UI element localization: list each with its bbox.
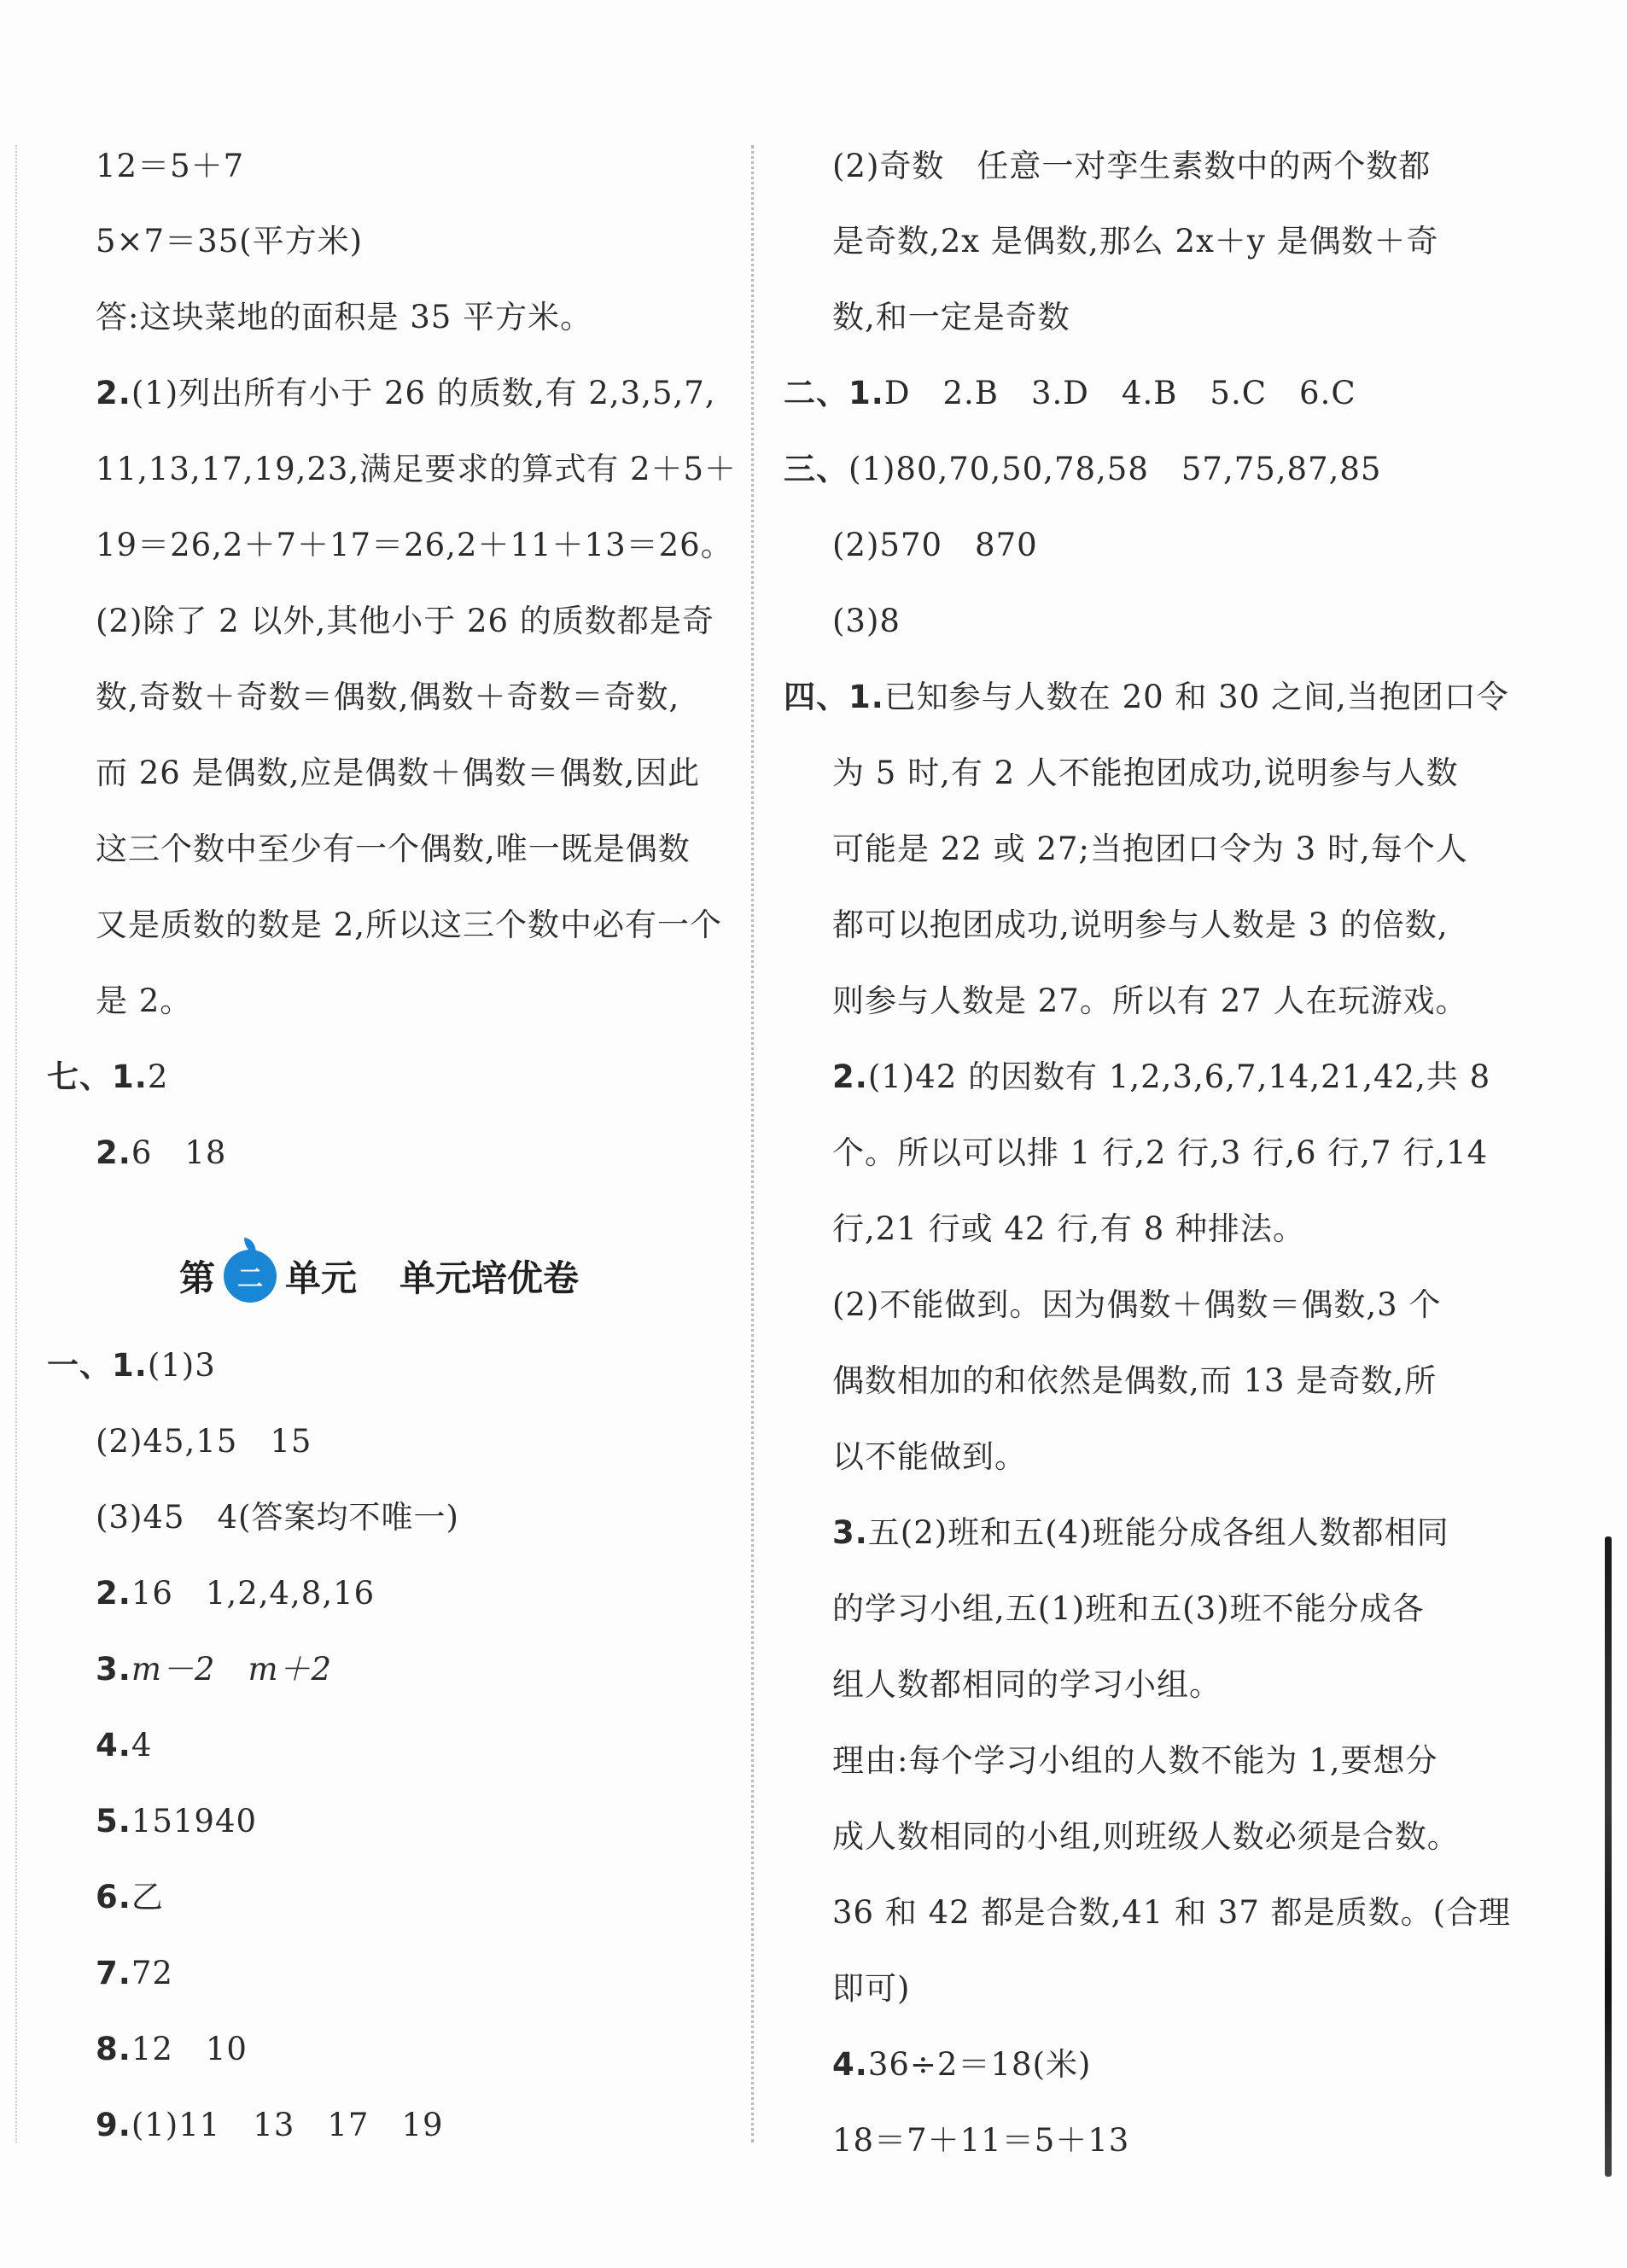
answer-line: 理由:每个学习小组的人数不能为 1,要想分 <box>832 1742 1438 1779</box>
answer-line: 11,13,17,19,23,满足要求的算式有 2＋5＋ <box>96 451 738 487</box>
page-edge-shadow <box>1605 1536 1612 2177</box>
answer-line: 的学习小组,五(1)班和五(3)班不能分成各 <box>832 1590 1425 1627</box>
answer-line: 三、(1)80,70,50,78,58 57,75,87,85 <box>784 451 1382 487</box>
answer-line: 8.12 10 <box>96 2031 248 2067</box>
answer-line: (2)不能做到。因为偶数＋偶数＝偶数,3 个 <box>832 1286 1442 1323</box>
answer-line: 答:这块菜地的面积是 35 平方米。 <box>96 299 593 335</box>
answer-line: 组人数都相同的学习小组。 <box>832 1666 1222 1703</box>
answer-line: 6.乙 <box>96 1879 164 1915</box>
answer-line: 数,和一定是奇数 <box>832 299 1070 335</box>
answer-line: 2.6 18 <box>96 1134 227 1171</box>
unit-header <box>179 1242 579 1310</box>
answer-line: 7.72 <box>96 1955 173 1991</box>
answer-line: 二、1.D 2.B 3.D 4.B 5.C 6.C <box>784 375 1356 411</box>
answer-line: 可能是 22 或 27;当抱团口令为 3 时,每个人 <box>832 831 1468 867</box>
unit-header-prefix: 第 <box>179 1257 216 1299</box>
answer-line: 七、1.2 <box>47 1058 169 1095</box>
answer-line: 5×7＝35(平方米) <box>96 223 364 259</box>
answer-line: 18＝7＋11＝5＋13 <box>832 2122 1130 2159</box>
answer-line: (3)45 4(答案均不唯一) <box>96 1499 459 1536</box>
answer-line: (3)8 <box>832 603 901 639</box>
answer-line: 都可以抱团成功,说明参与人数是 3 的倍数, <box>832 907 1449 943</box>
answer-line: 偶数相加的和依然是偶数,而 13 是奇数,所 <box>832 1362 1437 1399</box>
answer-line: 是奇数,2x 是偶数,那么 2x＋y 是偶数＋奇 <box>832 223 1439 259</box>
answer-line: 四、1.已知参与人数在 20 和 30 之间,当抱团口令 <box>784 679 1509 715</box>
answer-line: 则参与人数是 27。所以有 27 人在玩游戏。 <box>832 982 1468 1019</box>
unit-header-mid: 单元 <box>285 1257 358 1299</box>
answer-line: 个。所以可以排 1 行,2 行,3 行,6 行,7 行,14 <box>832 1134 1489 1171</box>
left-margin-dots <box>15 145 17 2143</box>
answer-line: 5.151940 <box>96 1803 258 1839</box>
answer-line: (2)45,15 15 <box>96 1423 312 1460</box>
answer-line: 4.4 <box>96 1727 153 1764</box>
answer-line: 而 26 是偶数,应是偶数＋偶数＝偶数,因此 <box>96 755 701 791</box>
answer-line: 36 和 42 都是合数,41 和 37 都是质数。(合理 <box>832 1894 1512 1931</box>
column-divider <box>751 145 754 2143</box>
answer-line: 12＝5＋7 <box>96 148 245 184</box>
answer-line: 2.(1)列出所有小于 26 的质数,有 2,3,5,7, <box>96 375 716 411</box>
answer-line: 以不能做到。 <box>832 1438 1027 1475</box>
answer-line: 是 2。 <box>96 982 193 1019</box>
answer-line: (2)除了 2 以外,其他小于 26 的质数都是奇 <box>96 603 714 639</box>
answer-line: 行,21 行或 42 行,有 8 种排法。 <box>832 1210 1306 1247</box>
answer-line: 这三个数中至少有一个偶数,唯一既是偶数 <box>96 831 691 867</box>
answer-line: (2)570 870 <box>832 527 1038 563</box>
answer-line: 成人数相同的小组,则班级人数必须是合数。 <box>832 1818 1460 1855</box>
answer-line: 为 5 时,有 2 人不能抱团成功,说明参与人数 <box>832 755 1459 791</box>
leaf-icon <box>244 1238 256 1253</box>
answer-line: (2)奇数 任意一对孪生素数中的两个数都 <box>832 148 1432 184</box>
answer-line: 19＝26,2＋7＋17＝26,2＋11＋13＝26。 <box>96 527 733 563</box>
answer-line: 2.(1)42 的因数有 1,2,3,6,7,14,21,42,共 8 <box>832 1058 1491 1095</box>
answer-line: 9.(1)11 13 17 19 <box>96 2107 444 2143</box>
answer-line: 一、1.(1)3 <box>47 1347 216 1384</box>
unit-number: 二 <box>237 1264 264 1294</box>
answer-line: 3.m－2 m＋2 <box>96 1651 333 1688</box>
answer-line: 3.五(2)班和五(4)班能分成各组人数都相同 <box>832 1514 1449 1551</box>
unit-number-badge <box>224 1250 277 1303</box>
answer-line: 4.36÷2＝18(米) <box>832 2046 1092 2083</box>
unit-header-title: 单元培优卷 <box>399 1257 580 1299</box>
answer-line: 数,奇数＋奇数＝偶数,偶数＋奇数＝奇数, <box>96 679 680 715</box>
answer-line: 又是质数的数是 2,所以这三个数中必有一个 <box>96 907 723 943</box>
answer-line: 2.16 1,2,4,8,16 <box>96 1575 376 1612</box>
answer-line: 即可) <box>832 1970 911 2007</box>
